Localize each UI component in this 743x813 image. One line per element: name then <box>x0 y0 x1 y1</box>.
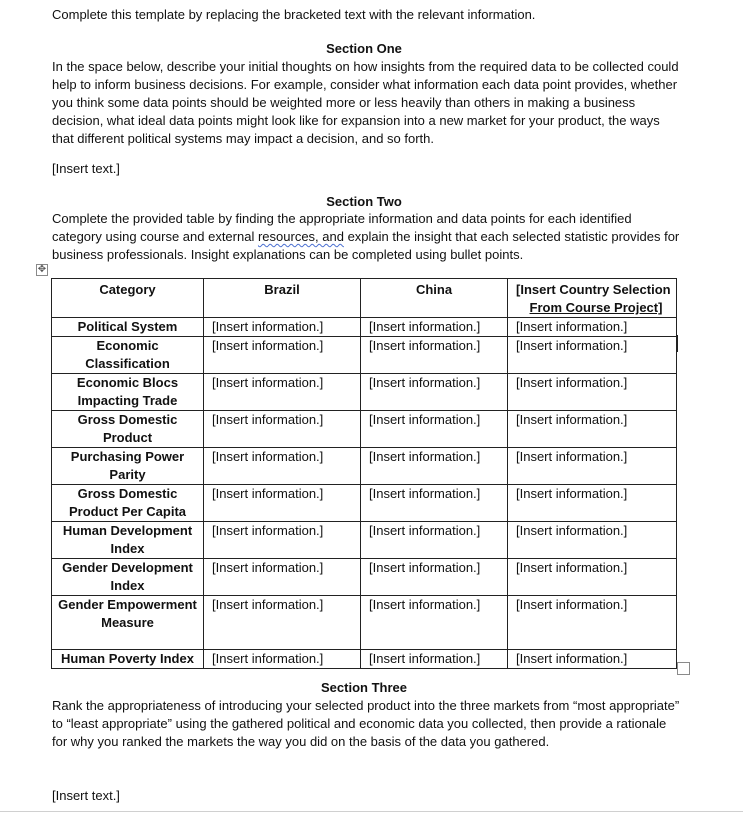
section-one-placeholder[interactable]: [Insert text.] <box>52 161 120 176</box>
section-three-heading: Section Three <box>321 680 407 695</box>
country-3-cell[interactable]: [Insert information.] <box>508 374 677 411</box>
page-bottom-edge <box>0 811 743 812</box>
section-two-heading: Section Two <box>326 194 402 209</box>
country-2-cell[interactable]: [Insert information.] <box>361 596 508 650</box>
section-three-body: Rank the appropriateness of introducing your selected product into the three markets from “most appropriate” to “least appropriate” using the gathered political and economic data you collected, then provide a rationale for why you ranked the markets the way you did on the basis of the data you gathered. <box>52 698 680 749</box>
table-header-row <box>52 279 677 318</box>
category-cell[interactable]: Economic Classification <box>52 337 204 374</box>
data-table <box>51 278 677 669</box>
table-row <box>52 485 677 522</box>
country-3-cell[interactable]: [Insert information.] <box>508 650 677 669</box>
country-1-cell[interactable]: [Insert information.] <box>204 337 361 374</box>
section-three-placeholder[interactable]: [Insert text.] <box>52 788 120 803</box>
country-3-cell[interactable]: [Insert information.] <box>508 337 677 374</box>
category-cell[interactable]: Purchasing Power Parity <box>52 448 204 485</box>
header-category[interactable]: Category <box>52 279 204 318</box>
table-row <box>52 559 677 596</box>
table-row <box>52 374 677 411</box>
header-country-1[interactable]: Brazil <box>204 279 361 318</box>
header-country-3-line2: From Course Project] <box>529 300 663 315</box>
category-cell[interactable]: Gross Domestic Product Per Capita <box>52 485 204 522</box>
country-2-cell[interactable]: [Insert information.] <box>361 448 508 485</box>
country-1-cell[interactable]: [Insert information.] <box>204 374 361 411</box>
country-2-cell[interactable]: [Insert information.] <box>361 374 508 411</box>
table-row <box>52 318 677 337</box>
category-cell[interactable]: Economic Blocs Impacting Trade <box>52 374 204 411</box>
country-1-cell[interactable]: [Insert information.] <box>204 596 361 650</box>
country-1-cell[interactable]: [Insert information.] <box>204 448 361 485</box>
section-one-body: In the space below, describe your initial thoughts on how insights from the required data to be collected could help to inform business decisions. For example, consider what information each data point provides, whether you think some data points should be weighted more or less heavily than others in making a business decision, what ideal data points might look like for expansion into a new market for your product, the ways that different political systems may impact a decision, and so forth. <box>52 59 679 146</box>
grammar-flag[interactable]: resources, and <box>257 229 344 244</box>
table-row <box>52 522 677 559</box>
country-2-cell[interactable]: [Insert information.] <box>361 650 508 669</box>
country-3-cell[interactable]: [Insert information.] <box>508 559 677 596</box>
header-country-2[interactable]: China <box>361 279 508 318</box>
country-1-cell[interactable]: [Insert information.] <box>204 318 361 337</box>
category-cell[interactable]: Gender Development Index <box>52 559 204 596</box>
table-row <box>52 650 677 669</box>
country-2-cell[interactable]: [Insert information.] <box>361 318 508 337</box>
table-row <box>52 596 677 650</box>
move-icon[interactable]: ✥ <box>37 264 47 275</box>
category-cell[interactable]: Gross Domestic Product <box>52 411 204 448</box>
row-end-marker <box>677 335 678 352</box>
country-1-cell[interactable]: [Insert information.] <box>204 650 361 669</box>
country-1-cell[interactable]: [Insert information.] <box>204 485 361 522</box>
resize-icon[interactable] <box>677 662 690 675</box>
header-country-3[interactable] <box>508 279 677 318</box>
category-cell[interactable]: Gender Empowerment Measure <box>52 596 204 650</box>
category-cell[interactable]: Human Development Index <box>52 522 204 559</box>
category-cell[interactable]: Political System <box>52 318 204 337</box>
country-3-cell[interactable]: [Insert information.] <box>508 522 677 559</box>
table-row <box>52 411 677 448</box>
country-2-cell[interactable]: [Insert information.] <box>361 485 508 522</box>
country-1-cell[interactable]: [Insert information.] <box>204 522 361 559</box>
table-row <box>52 337 677 374</box>
country-2-cell[interactable]: [Insert information.] <box>361 337 508 374</box>
section-two-body <box>52 210 682 264</box>
intro-text: Complete this template by replacing the bracketed text with the relevant information. <box>52 7 536 22</box>
country-3-cell[interactable]: [Insert information.] <box>508 485 677 522</box>
country-3-cell[interactable]: [Insert information.] <box>508 318 677 337</box>
country-2-cell[interactable]: [Insert information.] <box>361 522 508 559</box>
table-row <box>52 448 677 485</box>
header-country-3-line1: [Insert Country Selection <box>516 282 671 297</box>
country-1-cell[interactable]: [Insert information.] <box>204 559 361 596</box>
table-body <box>52 318 677 669</box>
category-cell[interactable]: Human Poverty Index <box>52 650 204 669</box>
section-two-body-end: explain the insight that each selected statistic provides for business professionals. Insight explanations can be completed using bullet points. <box>52 229 680 262</box>
section-one-heading: Section One <box>326 41 402 56</box>
country-3-cell[interactable]: [Insert information.] <box>508 596 677 650</box>
country-2-cell[interactable]: [Insert information.] <box>361 411 508 448</box>
country-2-cell[interactable]: [Insert information.] <box>361 559 508 596</box>
section-two-body-start: Complete the provided table by finding the appropriate information and data points for each identified category using course and external <box>52 211 632 244</box>
country-3-cell[interactable]: [Insert information.] <box>508 411 677 448</box>
country-3-cell[interactable]: [Insert information.] <box>508 448 677 485</box>
country-1-cell[interactable]: [Insert information.] <box>204 411 361 448</box>
